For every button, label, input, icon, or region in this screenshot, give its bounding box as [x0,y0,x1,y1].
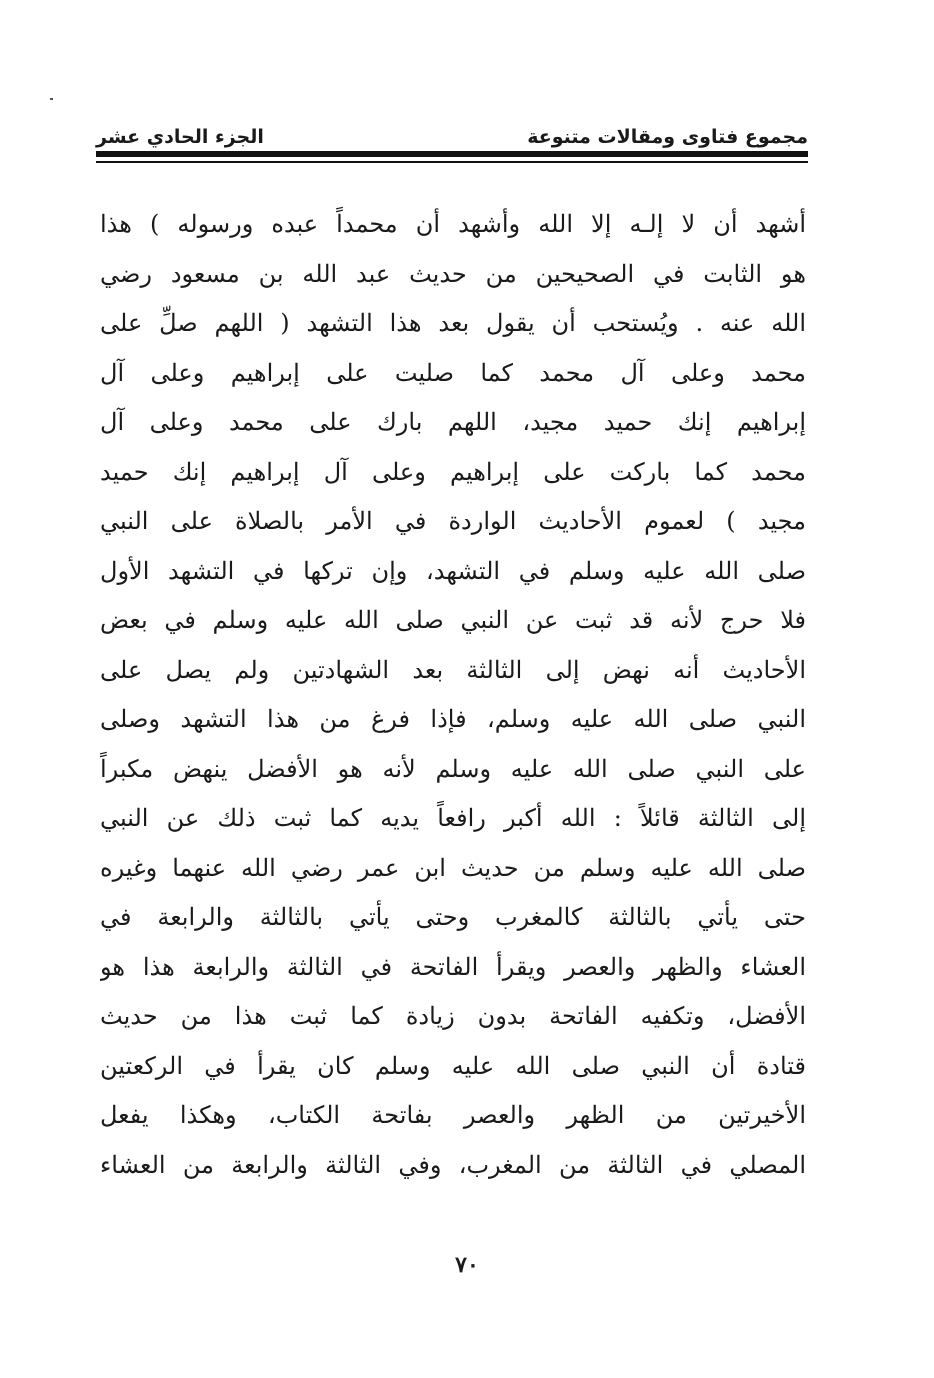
text-line: محمد وعلى آل محمد كما صليت على إبراهيم وعلى آل [100,358,806,387]
text-line: الله عنه . ويُستحب أن يقول بعد هذا التشهد ( اللهم صلِّ على [100,309,806,337]
text-line: صلى الله عليه وسلم من حديث ابن عمر رضي الله عنهما وغيره [100,853,806,882]
running-header [96,112,808,148]
text-line: قتادة أن النبي صلى الله عليه وسلم كان يقرأ في الركعتين [100,1051,806,1080]
text-line: صلى الله عليه وسلم في التشهد، وإن تركها في التشهد الأول [100,556,806,585]
text-line: الأحاديث أنه نهض إلى الثالثة بعد الشهادتين ولم يصل على [100,655,806,684]
header-rule-thick [96,151,808,157]
text-line: النبي صلى الله عليه وسلم، فإذا فرغ من هذا التشهد وصلى [100,705,806,733]
body-text [100,200,806,1190]
text-line: على النبي صلى الله عليه وسلم لأنه هو الأفضل ينهض مكبراً [100,754,806,783]
scan-speck [50,98,53,100]
page-number: ٧٠ [455,1252,479,1278]
volume-title: الجزء الحادي عشر [96,126,264,148]
text-line: مجيد ) لعموم الأحاديث الواردة في الأمر بالصلاة على النبي [100,507,806,535]
text-line: محمد كما باركت على إبراهيم وعلى آل إبراهيم إنك حميد [100,457,806,486]
text-line: فلا حرج لأنه قد ثبت عن النبي صلى الله عليه وسلم في بعض [100,606,806,634]
text-line: المصلي في الثالثة من المغرب، وفي الثالثة والرابعة من العشاء [100,1150,806,1179]
text-line: إبراهيم إنك حميد مجيد، اللهم بارك على محمد وعلى آل [100,408,806,436]
text-line: الأخيرتين من الظهر والعصر بفاتحة الكتاب، وهكذا يفعل [100,1101,806,1129]
text-line: حتى يأتي بالثالثة كالمغرب وحتى يأتي بالثالثة والرابعة في [100,903,806,931]
book-title: مجموع فتاوى ومقالات متنوعة [527,126,808,148]
header-rule-thin [96,161,808,163]
text-line: هو الثابت في الصحيحين من حديث عبد الله بن مسعود رضي [100,259,806,288]
text-line: أشهد أن لا إلـه إلا الله وأشهد أن محمداً عبده ورسوله ) هذا [100,210,806,238]
text-line: إلى الثالثة قائلاً : الله أكبر رافعاً يديه كما ثبت ذلك عن النبي [100,804,806,832]
text-line: العشاء والظهر والعصر ويقرأ الفاتحة في الثالثة والرابعة هذا هو [100,952,806,981]
text-line: الأفضل، وتكفيه الفاتحة بدون زيادة كما ثبت هذا من حديث [100,1002,806,1030]
